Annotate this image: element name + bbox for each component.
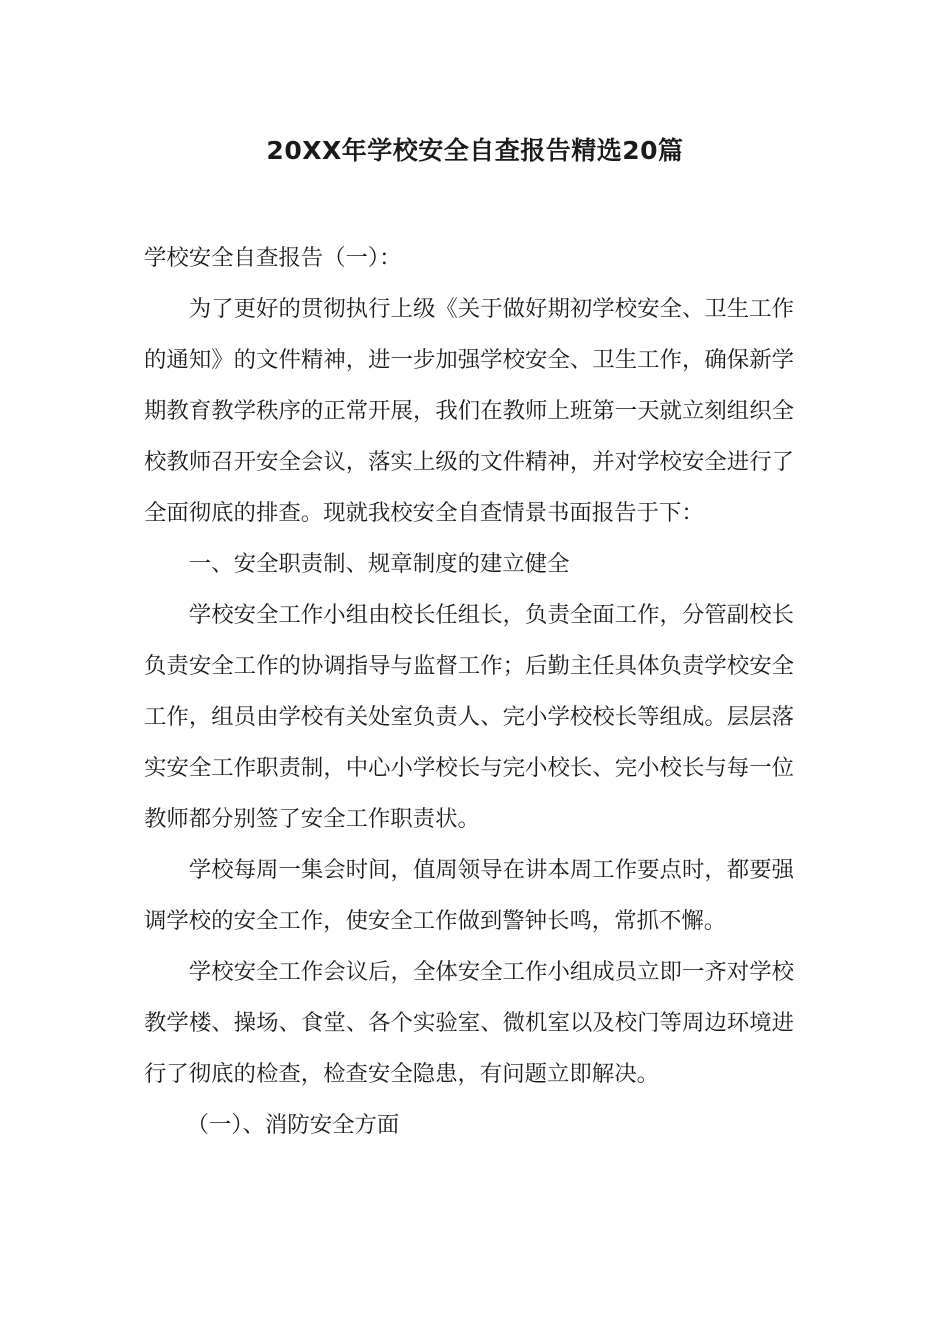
paragraph-inspection: 学校安全工作会议后，全体安全工作小组成员立即一齐对学校教学楼、操场、食堂、各个实验室、微机室以及校门等周边环境进行了彻底的检查，检查安全隐患，有问题立即解决。 [144,959,794,1087]
section-heading: 学校安全自查报告（一）： [144,245,402,271]
document-body [144,233,794,1151]
paragraph-intro: 为了更好的贯彻执行上级《关于做好期初学校安全、卫生工作的通知》的文件精神，进一步加强学校安全、卫生工作，确保新学期教育教学秩序的正常开展，我们在教师上班第一天就立刻组织全校教师召开安全会议，落实上级的文件精神，并对学校安全进行了全面彻底的排查。现就我校安全自查情景书面报告于下： [144,296,794,526]
paragraph-heading-responsibility: 一、安全职责制、规章制度的建立健全 [188,551,570,577]
document-title: 20XX年学校安全自查报告精选20篇 [266,136,684,165]
paragraph-safety-team: 学校安全工作小组由校长任组长，负责全面工作，分管副校长负责安全工作的协调指导与监督工作；后勤主任具体负责学校安全工作，组员由学校有关处室负责人、完小学校校长等组成。层层落实安全工作职责制，中心小学校长与完小校长、完小校长与每一位教师都分别签了安全工作职责状。 [144,602,794,832]
subheading-fire-safety: （一）、消防安全方面 [186,1112,400,1138]
paragraph-weekly-assembly: 学校每周一集会时间，值周领导在讲本周工作要点时，都要强调学校的安全工作，使安全工作做到警钟长鸣，常抓不懈。 [144,857,794,934]
